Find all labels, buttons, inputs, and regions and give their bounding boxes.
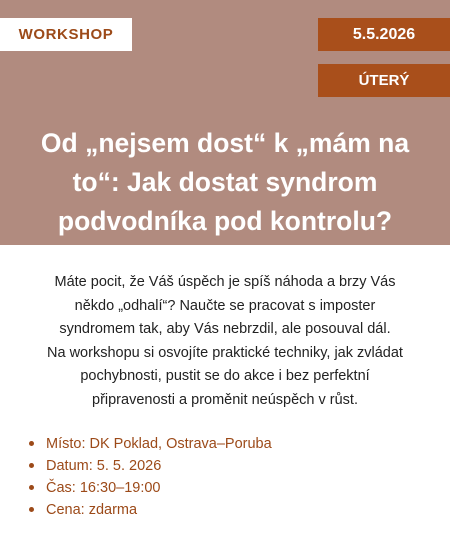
bullet-icon bbox=[29, 485, 34, 490]
title-line: Od „nejsem dost“ k „mám na bbox=[40, 128, 410, 158]
workshop-tag: WORKSHOP bbox=[0, 18, 132, 51]
hero-banner bbox=[0, 0, 450, 245]
detail-date bbox=[29, 455, 272, 477]
event-details-list bbox=[29, 433, 272, 521]
date-badge: 5.5.2026 bbox=[318, 18, 450, 51]
description-line: syndromem tak, aby Vás nebrzdil, ale posouval dál. bbox=[59, 321, 391, 337]
detail-time bbox=[29, 477, 272, 499]
description-line: někdo „odhalí“? Naučte se pracovat s imposter bbox=[74, 297, 376, 314]
description-line: Na workshopu si osvojíte praktické techniky, jak zvládat bbox=[47, 344, 403, 361]
bullet-icon bbox=[29, 507, 34, 512]
bullet-icon bbox=[29, 441, 34, 446]
detail-location bbox=[29, 433, 272, 455]
bullet-icon bbox=[29, 463, 34, 468]
detail-text: Čas: 16:30–19:00 bbox=[46, 480, 161, 496]
detail-text: Datum: 5. 5. 2026 bbox=[46, 458, 162, 474]
description-line: pochybnosti, pustit se do akce i bez perfektní bbox=[80, 368, 370, 384]
title-line: podvodníka pod kontrolu? bbox=[57, 206, 393, 236]
detail-text: Místo: DK Poklad, Ostrava–Poruba bbox=[46, 436, 272, 452]
detail-text: Cena: zdarma bbox=[46, 502, 138, 518]
description-line: Máte pocit, že Váš úspěch je spíš náhoda a brzy Vás bbox=[54, 274, 396, 290]
event-title bbox=[6, 124, 444, 241]
title-line: to“: Jak dostat syndrom bbox=[72, 167, 378, 197]
day-badge: ÚTERÝ bbox=[318, 64, 450, 97]
description-line: připravenosti a proměnit neúspěch v růst. bbox=[92, 391, 358, 408]
event-description bbox=[6, 271, 444, 412]
detail-price bbox=[29, 499, 272, 521]
